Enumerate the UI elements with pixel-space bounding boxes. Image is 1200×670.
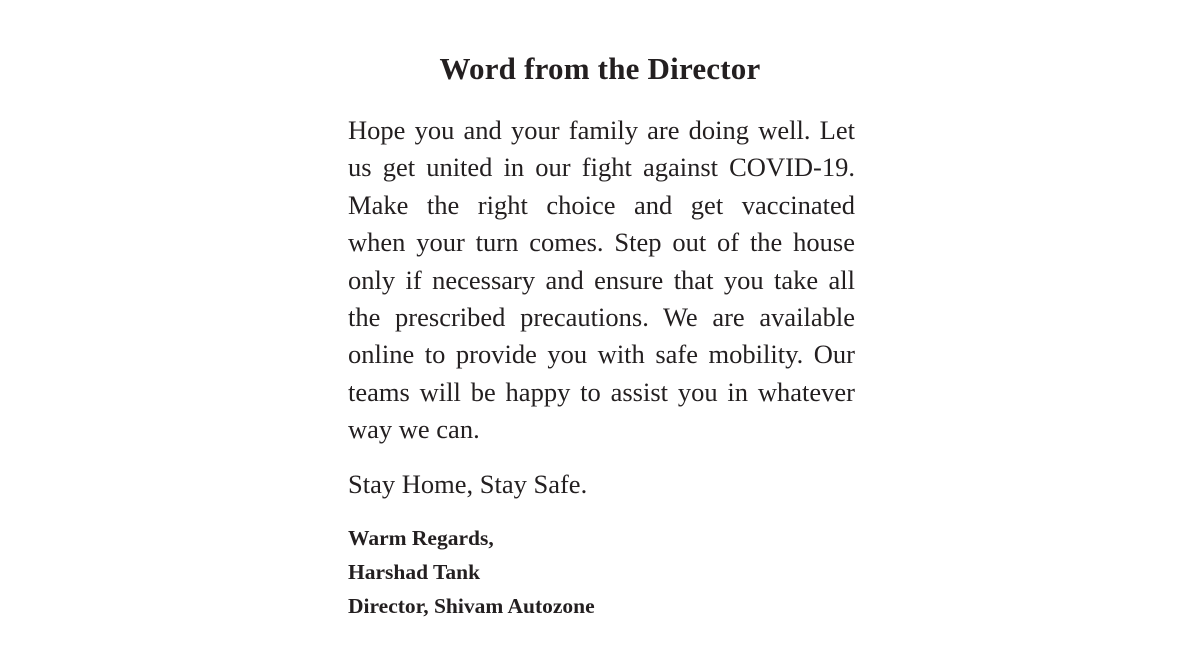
body-line: only if necessary and ensure that you take all: [348, 264, 855, 295]
signatory-designation: Director, Shivam Autozone: [348, 594, 595, 618]
body-line: when your turn comes. Step out of the house: [348, 227, 855, 258]
body-line: the prescribed precautions. We are available: [348, 301, 855, 332]
body-line: Hope you and your family are doing well. Let: [348, 115, 855, 145]
body-line: Make the right choice and get vaccinated: [348, 189, 855, 220]
closing-text: Warm Regards,: [348, 526, 494, 550]
body-line: teams will be happy to assist you in whatever: [348, 376, 855, 407]
signature-block: [348, 521, 595, 623]
letter-body: [348, 112, 855, 449]
body-line: online to provide you with safe mobility. Our: [348, 339, 855, 370]
signatory-name: Harshad Tank: [348, 560, 481, 584]
body-line-last: way we can.: [348, 414, 480, 445]
sign-off-text: Stay Home, Stay Safe.: [348, 469, 588, 499]
body-line: us get united in our fight against COVID-19.: [348, 152, 855, 183]
letter-title: Word from the Director: [439, 51, 761, 86]
